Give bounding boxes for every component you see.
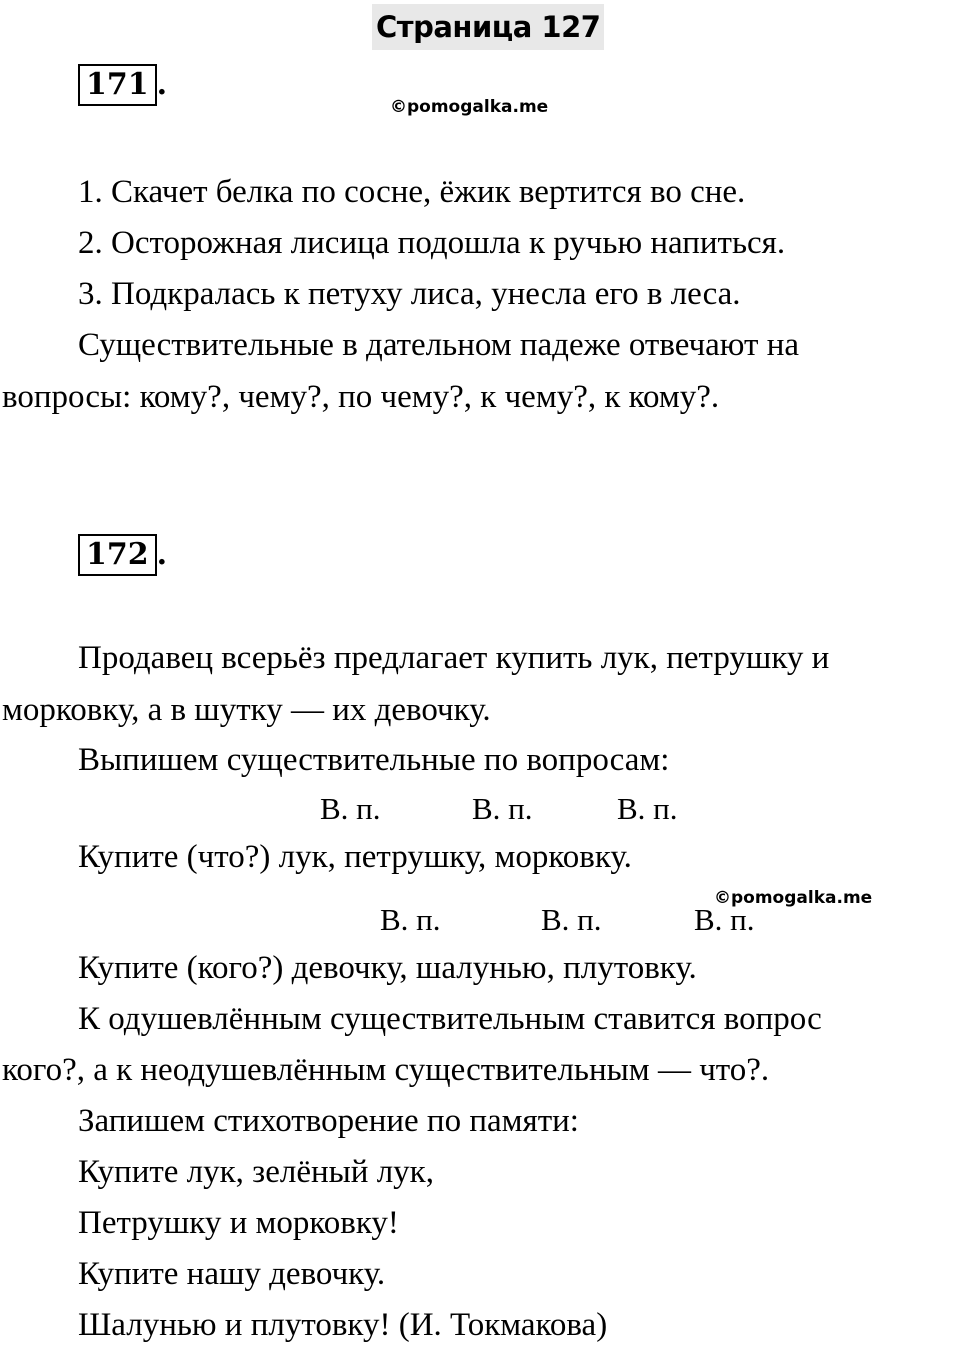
poem-line: Купите лук, зелёный лук, xyxy=(78,1154,434,1190)
exercise-number-box: 172 xyxy=(78,534,157,576)
text-line: вопросы: кому?, чему?, по чему?, к чему?, к кому?. xyxy=(2,379,720,415)
exercise-number-171: 171 . xyxy=(78,64,167,106)
text-line: Запишем стихотворение по памяти: xyxy=(78,1103,579,1139)
text-line: Купите (кого?) девочку, шалунью, плутовку. xyxy=(78,950,697,986)
case-label: В. п. xyxy=(694,902,755,937)
case-label: В. п. xyxy=(541,902,602,937)
text-line: Продавец всерьёз предлагает купить лук, петрушку и xyxy=(78,640,830,676)
text-line: 1. Скачет белка по сосне, ёжик вертится во сне. xyxy=(78,174,746,210)
page-title: Страница 127 xyxy=(372,4,604,50)
text-line: Выпишем существительные по вопросам: xyxy=(78,742,670,778)
case-label: В. п. xyxy=(472,791,533,826)
text-line: Существительные в дательном падеже отвечают на xyxy=(78,327,800,363)
watermark: ©pomogalka.me xyxy=(714,888,873,908)
text-line: К одушевлённым существительным ставится вопрос xyxy=(78,1001,822,1037)
case-label: В. п. xyxy=(617,791,678,826)
poem-line: Шалунью и плутовку! (И. Токмакова) xyxy=(78,1307,608,1343)
exercise-number-box: 171 xyxy=(78,64,157,106)
text-line: Купите (что?) лук, петрушку, морковку. xyxy=(78,839,632,875)
case-label: В. п. xyxy=(320,791,381,826)
text-line: кого?, а к неодушевлённым существительным — что?. xyxy=(2,1052,770,1088)
poem-line: Купите нашу девочку. xyxy=(78,1256,386,1292)
text-line: морковку, а в шутку — их девочку. xyxy=(2,692,491,728)
poem-line: Петрушку и морковку! xyxy=(78,1205,399,1241)
case-label: В. п. xyxy=(380,902,441,937)
text-line: 2. Осторожная лисица подошла к ручью напиться. xyxy=(78,225,786,261)
watermark: ©pomogalka.me xyxy=(390,97,549,117)
exercise-number-172: 172 . xyxy=(78,534,167,576)
text-line: 3. Подкралась к петуху лиса, унесла его в леса. xyxy=(78,276,741,312)
